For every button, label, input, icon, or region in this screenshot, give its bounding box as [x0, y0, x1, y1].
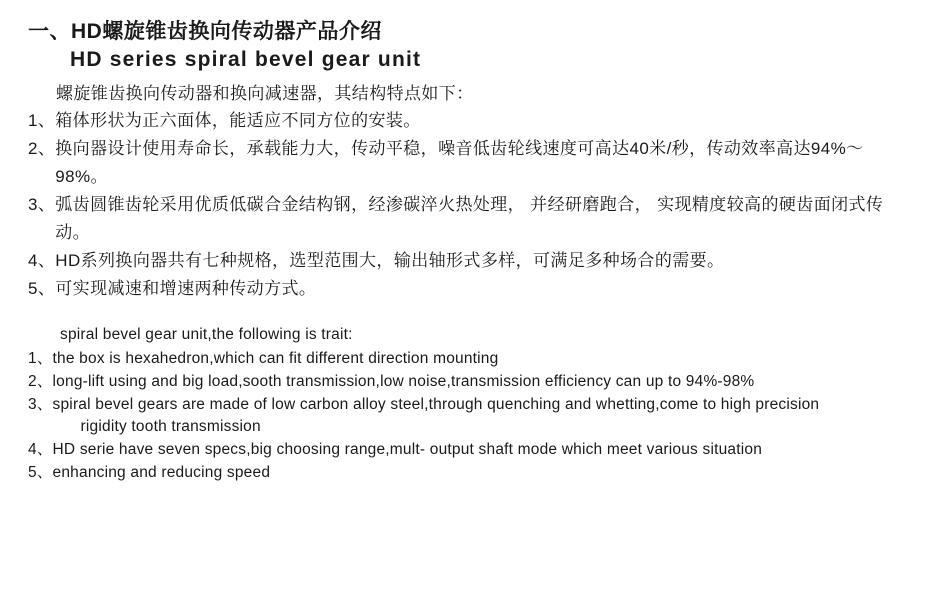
list-item [28, 275, 912, 303]
page-title-chinese: 一、HD螺旋锥齿换向传动器产品介绍 [28, 20, 382, 43]
list-item-number: 3、 [28, 396, 53, 413]
list-item-text [53, 371, 912, 393]
list-item-text [53, 348, 912, 370]
list-item-text: HD系列换向器共有七种规格，选型范围大，输出轴形式多样，可满足多种场合的需要。 [55, 251, 725, 270]
list-item [28, 462, 912, 484]
list-item-number: 4、 [28, 441, 53, 458]
list-item-number: 2、 [28, 139, 56, 158]
chinese-content-block [28, 80, 912, 303]
list-item-line: long-lift using and big load,sooth transmission,low noise,transmission efficiency can up to 94%-98% [52, 373, 755, 390]
page-title-english: HD series spiral bevel gear unit [70, 48, 422, 71]
list-item [28, 191, 912, 247]
list-item-text: 可实现减速和增速两种传动方式。 [55, 279, 317, 298]
list-item [28, 371, 912, 393]
list-item-number: 2、 [28, 373, 53, 390]
list-item-line: spiral bevel gears are made of low carbon alloy steel,through quenching and whetting,come to high precision [52, 396, 820, 413]
list-item-number: 1、 [28, 350, 53, 367]
list-item [28, 348, 912, 370]
list-item-text [53, 394, 912, 438]
list-item-number: 4、 [28, 251, 56, 270]
list-item [28, 439, 912, 461]
list-item-text: 箱体形状为正六面体，能适应不同方位的安装。 [55, 111, 421, 130]
list-item-line: the box is hexahedron,which can fit different direction mounting [52, 350, 499, 367]
list-item-number: 5、 [28, 279, 56, 298]
english-lead-paragraph: spiral bevel gear unit,the following is trait: [60, 326, 353, 343]
list-item [28, 394, 912, 438]
chinese-lead-paragraph: 螺旋锥齿换向传动器和换向减速器，其结构特点如下： [56, 84, 474, 103]
list-item-line: enhancing and reducing speed [52, 464, 271, 481]
list-item-number: 3、 [28, 195, 56, 214]
list-item [28, 107, 912, 135]
list-item-number: 5、 [28, 464, 53, 481]
list-item-line: HD serie have seven specs,big choosing range,mult- output shaft mode which meet various situation [52, 441, 763, 458]
list-item [28, 135, 912, 191]
list-item-number: 1、 [28, 111, 56, 130]
list-item-text [53, 439, 912, 461]
list-item-continuation: rigidity tooth transmission [80, 418, 261, 435]
english-content-block [28, 323, 912, 484]
list-item [28, 247, 912, 275]
list-item-text [53, 462, 912, 484]
list-item-text: 换向器设计使用寿命长，承载能力大，传动平稳，噪音低齿轮线速度可高达40米/秒，传动效率高达94%～98%。 [55, 139, 864, 186]
list-item-text: 弧齿圆锥齿轮采用优质低碳合金结构钢，经渗碳淬火热处理， 并经研磨跑合， 实现精度较高的硬齿面闭式传动。 [55, 195, 884, 242]
